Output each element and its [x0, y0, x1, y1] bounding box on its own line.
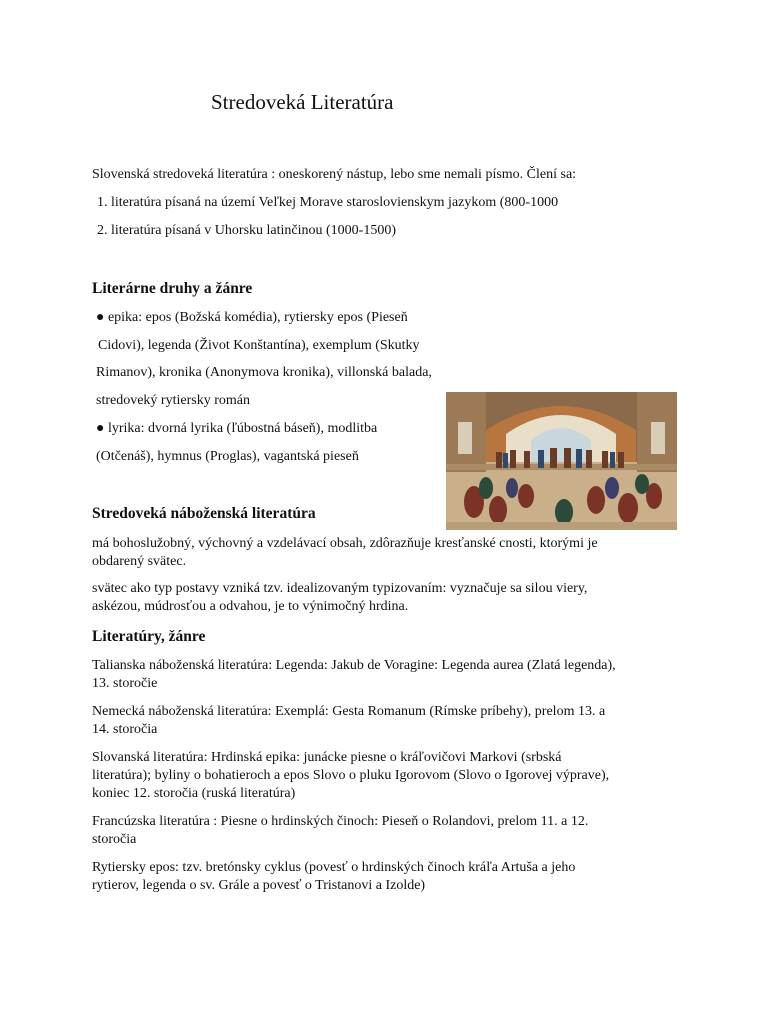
nabozenska-paragraph-line: svätec ako typ postavy vzniká tzv. idealizovaným typizovaním: vyznačuje sa silou viery,: [92, 581, 588, 596]
zanre-paragraph-line: koniec 12. storočia (ruská literatúra): [92, 786, 296, 801]
zanre-paragraph-line: 14. storočia: [92, 722, 158, 737]
section-heading-druhy: Literárne druhy a žánre: [92, 280, 253, 297]
zanre-paragraph-line: Talianska náboženská literatúra: Legenda: Jakub de Voragine: Legenda aurea (Zlatá legenda),: [92, 658, 616, 673]
fresco-image: [446, 392, 677, 530]
zanre-paragraph-line: Francúzska literatúra : Piesne o hrdinských činoch: Pieseň o Rolandovi, prelom 11. a 12.: [92, 814, 589, 829]
section-heading-zanre: Literatúry, žánre: [92, 628, 206, 645]
zanre-paragraph-line: rytierov, legenda o sv. Grále a povesť o Tristanovi a Izolde): [92, 878, 426, 893]
nabozenska-paragraph-line: askézou, múdrosťou a odvahou, je to výnimočný hrdina.: [92, 599, 409, 614]
page-title: Stredoveká Literatúra: [211, 90, 394, 114]
druhy-line: ● lyrika: dvorná lyrika (ľúbostná báseň), modlitba: [96, 421, 378, 436]
druhy-line: Cidovi), legenda (Život Konštantína), exemplum (Skutky: [98, 338, 420, 353]
nabozenska-paragraph-line: má bohoslužobný, výchovný a vzdelávací obsah, zdôrazňuje kresťanské cnosti, ktorými je: [92, 536, 598, 551]
druhy-line: stredoveký rytiersky román: [96, 393, 250, 408]
zanre-paragraph-line: Slovanská literatúra: Hrdinská epika: junácke piesne o kráľovičovi Markovi (srbská: [92, 750, 562, 765]
druhy-line: Rimanov), kronika (Anonymova kronika), villonská balada,: [96, 365, 432, 380]
section-heading-nabozenska: Stredoveká náboženská literatúra: [92, 505, 316, 522]
fresco-illustration: [446, 392, 677, 530]
zanre-paragraph-line: Rytiersky epos: tzv. bretónsky cyklus (povesť o hrdinských činoch kráľa Artuša a jeho: [92, 860, 576, 875]
intro-item-1: 1. literatúra písaná na území Veľkej Morave staroslovienskym jazykom (800-1000: [97, 195, 559, 210]
druhy-line: ● epika: epos (Božská komédia), rytiersky epos (Pieseň: [96, 310, 408, 325]
nabozenska-paragraph-line: obdarený svätec.: [92, 554, 187, 569]
druhy-line: (Otčenáš), hymnus (Proglas), vagantská pieseň: [96, 449, 359, 464]
intro-item-2: 2. literatúra písaná v Uhorsku latinčinou (1000-1500): [97, 223, 396, 238]
intro-line: Slovenská stredoveká literatúra : oneskorený nástup, lebo sme nemali písmo. Člení sa:: [92, 167, 577, 182]
zanre-paragraph-line: 13. storočie: [92, 676, 158, 691]
zanre-paragraph-line: Nemecká náboženská literatúra: Exemplá: Gesta Romanum (Rímske príbehy), prelom 13. a: [92, 704, 606, 719]
zanre-paragraph-line: storočia: [92, 832, 137, 847]
zanre-paragraph-line: literatúra); byliny o bohatieroch a epos Slovo o pluku Igorovom (Slovo o Igorovej výprave),: [92, 768, 610, 783]
